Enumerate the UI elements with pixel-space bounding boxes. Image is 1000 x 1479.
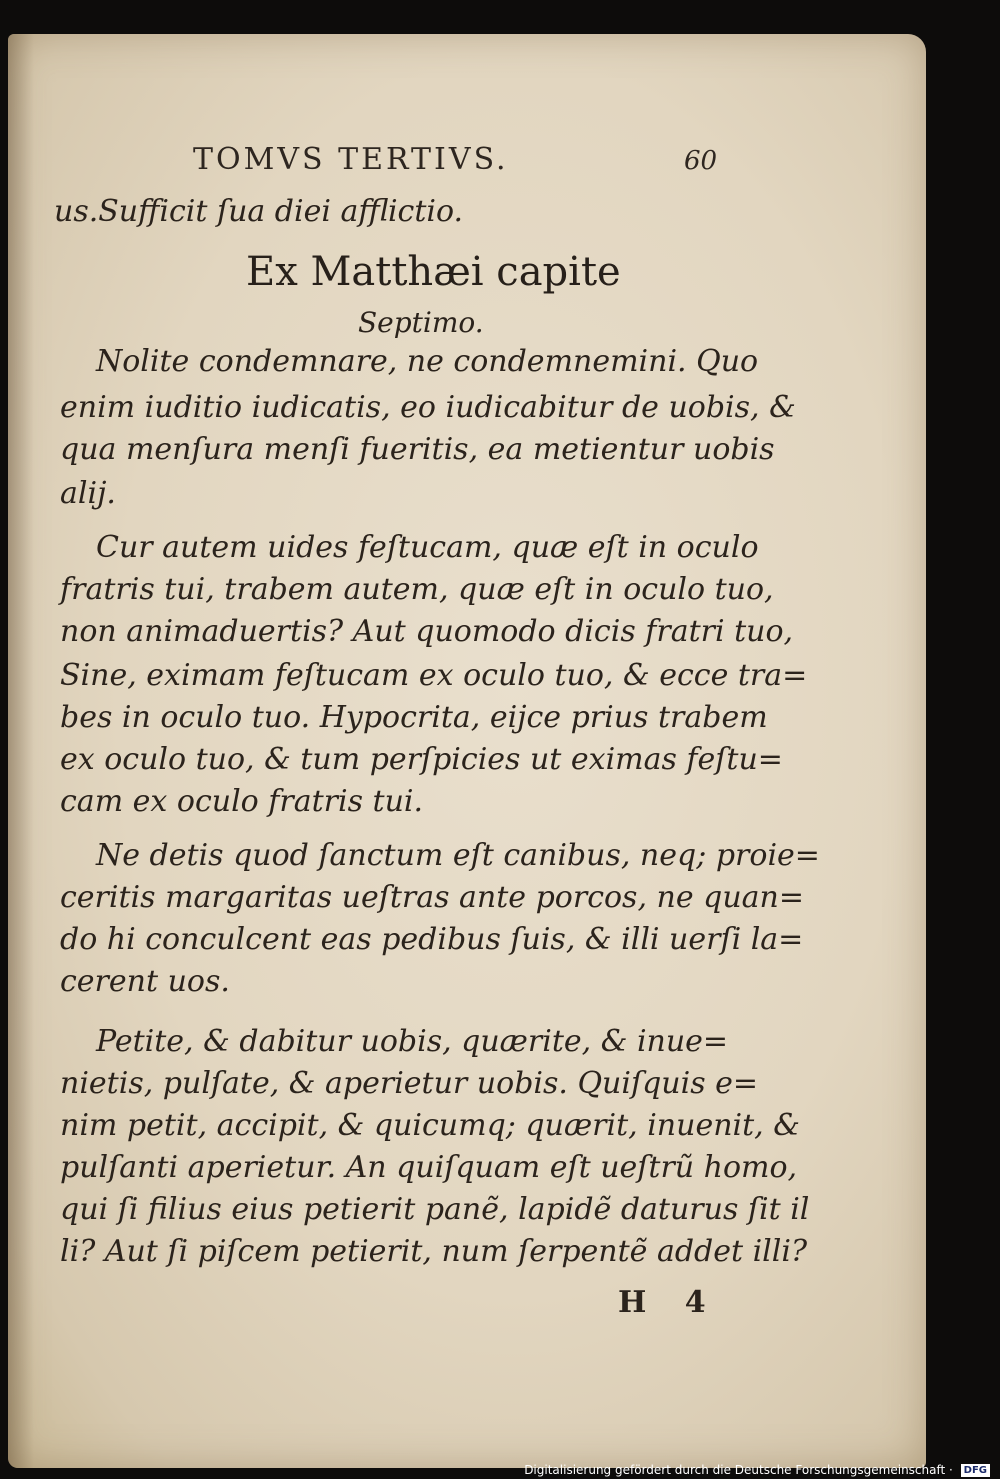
text-line: do hi conculcent eas pedibus ſuis, & illi uerſi la= (60, 922, 804, 957)
text-line: qua menſura menſi fueritis, ea metientur uobis (60, 432, 775, 467)
text-line: Ne detis quod ſanctum eſt canibus, neq; proie= (96, 838, 820, 873)
text-line: fratris tui, trabem autem, quæ eſt in oculo tuo, (60, 572, 774, 607)
text-line: Petite, & dabitur uobis, quærite, & inue= (96, 1024, 729, 1059)
section-subheading: Septimo. (358, 306, 484, 339)
section-heading: Ex Matthæi capite (246, 249, 621, 295)
dfg-logo: DFG (961, 1464, 990, 1477)
text-line: nim petit, accipit, & quicumq; quærit, inuenit, & (60, 1108, 800, 1143)
text-line: Nolite condemnare, ne condemnemini. Quo (96, 344, 759, 379)
text-line: Sine, eximam feſtucam ex oculo tuo, & ecce tra= (60, 658, 808, 693)
text-line: bes in oculo tuo. Hypocrita, eijce prius trabem (60, 700, 768, 735)
text-line: non animaduertis? Aut quomodo dicis fratri tuo, (60, 614, 794, 649)
digitization-credit: Digitalisierung gefördert durch die Deutsche Forschungsgemeinschaft · DFG (524, 1463, 990, 1477)
credit-text: Digitalisierung gefördert durch die Deutsche Forschungsgemeinschaft (524, 1463, 946, 1477)
text-line: qui ſi filius eius petierit panẽ, lapidẽ daturus ſit il (60, 1192, 810, 1227)
text-line: cam ex oculo fratris tui. (60, 784, 424, 819)
text-line: cerent uos. (60, 964, 230, 999)
text-line: enim iuditio iudicatis, eo iudicabitur de uobis, & (60, 390, 796, 425)
text-line: pulſanti aperietur. An quiſquam eſt ueſtrũ homo, (60, 1150, 798, 1185)
text-line: ceritis margaritas ueſtras ante porcos, ne quan= (60, 880, 805, 915)
text-line: li? Aut ſi piſcem petierit, num ſerpentẽ addet illi? (60, 1234, 808, 1269)
text-line: nietis, pulſate, & aperietur uobis. Quiſquis e= (60, 1066, 759, 1101)
folio-number: 60 (684, 146, 718, 176)
text-line: alij. (60, 476, 116, 511)
text-line: Cur autem uides feſtucam, quæ eſt in oculo (96, 530, 759, 565)
running-head: TOMVS TERTIVS. (193, 142, 509, 177)
signature-mark: H 4 (618, 1285, 720, 1320)
opening-line: us.Sufficit ſua diei afflictio. (54, 194, 464, 229)
book-page (8, 34, 926, 1468)
text-line: ex oculo tuo, & tum perſpicies ut eximas feſtu= (60, 742, 783, 777)
